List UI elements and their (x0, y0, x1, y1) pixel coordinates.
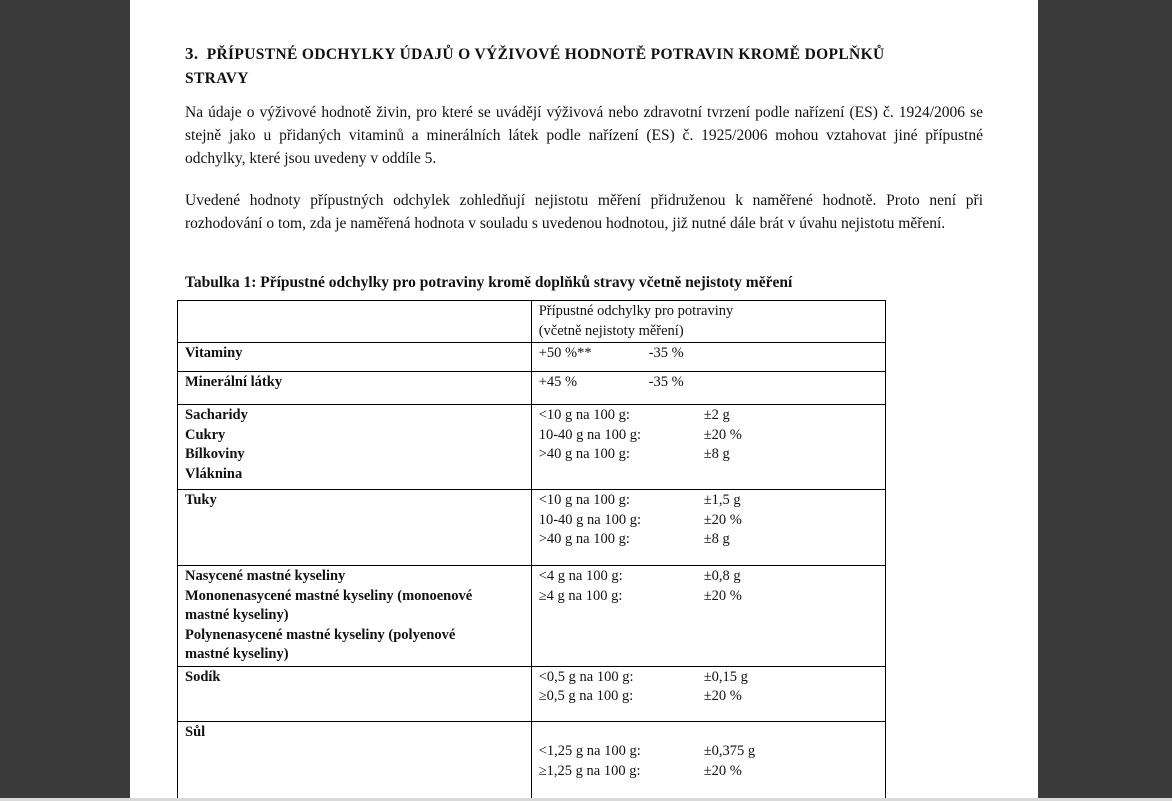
table-row (178, 666, 886, 721)
tolerance-line (539, 687, 878, 707)
tolerance-line (539, 491, 878, 511)
table-row (178, 372, 886, 405)
header-cell (531, 301, 885, 343)
section-title-line2: STRAVY (185, 70, 249, 87)
nutrient-name: Vitaminy (185, 345, 243, 361)
table-row (178, 405, 886, 490)
tolerance-condition: >40 g na 100 g: (538, 531, 630, 547)
paragraph-1: Na údaje o výživové hodnotě živin, pro které se uvádějí výživová nebo zdravotní tvrzení podle nařízení (ES) č. 1924/2006 se stejně jako u přidaných vitaminů a minerálních látek podle nařízení (ES) č. 1925/2006 mohou vztahovat jiné přípustné odchylky, které jsou uvedeny v oddíle 5. (185, 104, 983, 167)
blank-line (539, 723, 878, 743)
tolerance-line (539, 742, 878, 762)
nutrient-cell (178, 343, 532, 372)
tolerance-value: ±0,15 g (703, 668, 748, 685)
nutrient-cell (178, 721, 532, 798)
tolerance-value: ±20 % (703, 762, 742, 779)
tolerance-cell (531, 721, 885, 798)
nutrient-name: Nasycené mastné kyseliny (185, 568, 346, 584)
tolerance-condition: 10-40 g na 100 g: (538, 426, 642, 443)
nutrient-name: Minerální látky (185, 374, 283, 390)
tolerance-cell (531, 490, 885, 566)
nutrient-cell (178, 666, 532, 721)
table-header-row (178, 301, 886, 343)
tolerance-value: ±8 g (703, 446, 730, 462)
tolerance-value: ±0,375 g (703, 743, 756, 759)
tolerance-line (539, 567, 878, 587)
header-line-2: (včetně nejistoty měření) (538, 322, 684, 339)
tolerance-condition: ≥4 g na 100 g: (538, 587, 623, 604)
tolerance-line (539, 344, 878, 364)
paragraph-2: Uvedené hodnoty přípustných odchylek zohledňují nejistotu měření přidruženou k naměřené hodnotě. Proto není při rozhodování o tom, zda je naměřená hodnota v souladu s uvedenou hodnotou, již nutné dále brát v úvahu nejistotu měření. (185, 192, 983, 232)
tolerance-line (539, 762, 878, 782)
nutrient-name: mastné kyseliny) (185, 646, 289, 662)
tolerance-cell (531, 343, 885, 372)
nutrient-name: Sůl (185, 723, 206, 740)
tolerance-line (539, 530, 878, 550)
nutrient-name: Vláknina (185, 465, 243, 482)
nutrient-name: Mononenasycené mastné kyseliny (monoenové (185, 587, 473, 604)
tolerance-value: ±20 % (703, 426, 742, 443)
tolerance-condition: <1,25 g na 100 g: (538, 743, 641, 759)
tolerance-cell (531, 372, 885, 405)
tolerance-line (539, 445, 878, 465)
table-row (178, 721, 886, 798)
section-title-line1: PŘÍPUSTNÉ ODCHYLKY ÚDAJŮ O VÝŽIVOVÉ HODNOTĚ POTRAVIN KROMĚ DOPLŇKŮ (206, 46, 885, 63)
tolerance-value: ±20 % (703, 587, 742, 604)
tolerance-condition: <0,5 g na 100 g: (538, 668, 634, 685)
tolerance-table (177, 300, 886, 798)
tolerance-line (539, 406, 878, 426)
header-empty-cell (178, 301, 532, 343)
nutrient-name: Tuky (185, 492, 217, 508)
table-row (178, 343, 886, 372)
tolerance-condition: <10 g na 100 g: (538, 492, 630, 508)
tolerance-line (539, 668, 878, 688)
tolerance-value: ±0,8 g (703, 568, 741, 584)
nutrient-name: Polynenasycené mastné kyseliny (polyenové (185, 626, 456, 643)
nutrient-cell (178, 372, 532, 405)
table-row (178, 490, 886, 566)
section-heading (185, 42, 985, 91)
table-caption: Tabulka 1: Přípustné odchylky pro potraviny kromě doplňků stravy včetně nejistoty měření (185, 274, 793, 291)
tolerance-value: ±20 % (703, 511, 742, 528)
tolerance-value: ±2 g (703, 407, 730, 423)
nutrient-cell (178, 490, 532, 566)
table-row (178, 566, 886, 667)
tolerance-condition: +45 % (538, 374, 578, 390)
tolerance-line (539, 373, 878, 393)
tolerance-cell (531, 405, 885, 490)
nutrient-name: Sacharidy (185, 407, 248, 423)
tolerance-condition: ≥0,5 g na 100 g: (538, 688, 634, 704)
tolerance-line (539, 587, 878, 607)
tolerance-cell (531, 666, 885, 721)
tolerance-condition: +50 %** (538, 345, 592, 361)
tolerance-condition: 10-40 g na 100 g: (538, 511, 642, 528)
header-line-1: Přípustné odchylky pro potraviny (538, 303, 734, 319)
nutrient-name: Cukry (185, 426, 226, 443)
nutrient-name: Sodík (185, 668, 221, 685)
tolerance-condition: <4 g na 100 g: (538, 568, 623, 584)
tolerance-condition: >40 g na 100 g: (538, 446, 630, 462)
section-number: 3. (185, 44, 199, 63)
tolerance-value: -35 % (648, 345, 684, 361)
nutrient-cell (178, 566, 532, 667)
nutrient-name: mastné kyseliny) (185, 607, 289, 623)
document-page (130, 0, 1038, 798)
tolerance-value: ±1,5 g (703, 492, 741, 508)
tolerance-cell (531, 566, 885, 667)
tolerance-condition: ≥1,25 g na 100 g: (538, 762, 641, 779)
tolerance-value: ±20 % (703, 688, 742, 704)
nutrient-name: Bílkoviny (185, 446, 245, 462)
tolerance-line (539, 426, 878, 446)
tolerance-condition: <10 g na 100 g: (538, 407, 630, 423)
tolerance-value: -35 % (648, 374, 684, 390)
nutrient-cell (178, 405, 532, 490)
tolerance-value: ±8 g (703, 531, 730, 547)
tolerance-line (539, 511, 878, 531)
